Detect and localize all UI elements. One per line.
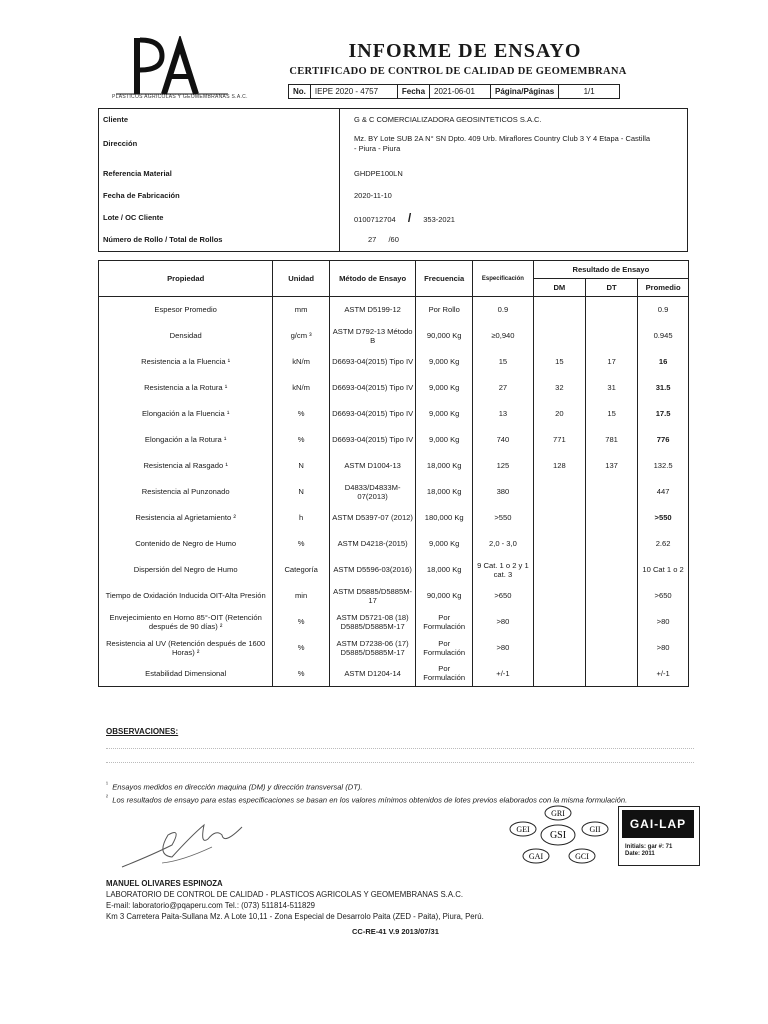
cell-unidad: kN/m: [273, 375, 330, 401]
col-especificacion: Especificación: [473, 261, 534, 297]
cell-propiedad: Resistencia al Punzonado: [99, 479, 273, 505]
signer-name: MANUEL OLIVARES ESPINOZA: [106, 879, 223, 888]
cell-dm: [533, 505, 585, 531]
report-header-table: [288, 84, 620, 99]
table-row: [99, 453, 689, 479]
footer: [106, 878, 484, 922]
cell-propiedad: Resistencia al Agrietamiento ²: [99, 505, 273, 531]
footnote-2-mark: ²: [106, 794, 108, 801]
lab-name: LABORATORIO DE CONTROL DE CALIDAD - PLASTICOS AGRICOLAS Y GEOMEMBRANAS S.A.C.: [106, 890, 464, 899]
cell-metodo: ASTM D792-13 Método B: [329, 323, 415, 349]
footnote-2-text: Los resultados de ensayo para estas especificaciones se basan en los valores mínimos obtenidos de lotes previos elaborados con la misma formulación.: [112, 795, 628, 805]
gsi-top-text: GRI: [551, 809, 565, 818]
cell-propiedad: Resistencia a la Fluencia ¹: [99, 349, 273, 375]
cell-frecuencia: Por Formulación: [416, 635, 473, 661]
cell-frecuencia: 18,000 Kg: [416, 557, 473, 583]
cell-metodo: ASTM D5885/D5885M-17: [329, 583, 415, 609]
col-dt: DT: [585, 279, 637, 297]
cell-propiedad: Densidad: [99, 323, 273, 349]
cell-promedio: 2.62: [638, 531, 689, 557]
cell-propiedad: Resistencia al UV (Retención después de 1600 Horas) ²: [99, 635, 273, 661]
cell-especificacion: 380: [473, 479, 534, 505]
cell-unidad: %: [273, 661, 330, 687]
signature: [112, 815, 252, 875]
cell-dm: [533, 635, 585, 661]
cell-promedio: 16: [638, 349, 689, 375]
cell-frecuencia: 9,000 Kg: [416, 427, 473, 453]
gsi-left-text: GEI: [516, 825, 530, 834]
cell-dm: 20: [533, 401, 585, 427]
table-row: [99, 323, 689, 349]
cell-dt: [585, 505, 637, 531]
cell-dt: [585, 609, 637, 635]
cell-promedio: 0.945: [638, 323, 689, 349]
cell-dm: [533, 583, 585, 609]
cell-especificacion: >80: [473, 609, 534, 635]
cell-dm: [533, 323, 585, 349]
cell-dm: [533, 557, 585, 583]
cell-metodo: ASTM D7238-06 (17) D5885/D5885M-17: [329, 635, 415, 661]
cell-promedio: >650: [638, 583, 689, 609]
cell-especificacion: ≥0,940: [473, 323, 534, 349]
no-label: No.: [289, 85, 311, 99]
cell-unidad: %: [273, 635, 330, 661]
cell-especificacion: 9 Cat. 1 o 2 y 1 cat. 3: [473, 557, 534, 583]
cell-especificacion: 125: [473, 453, 534, 479]
cell-promedio: >550: [638, 505, 689, 531]
cell-unidad: %: [273, 401, 330, 427]
cell-frecuencia: 18,000 Kg: [416, 453, 473, 479]
cell-dm: [533, 609, 585, 635]
table-row: [99, 349, 689, 375]
logo-caption: PLASTICOS AGRICOLAS Y GEOMEMBRANAS S.A.C.: [112, 94, 248, 100]
gai-lap-mark: GAI-LAP: [622, 810, 694, 838]
fabricacion-value: 2020-11-10: [354, 191, 392, 200]
properties-table: [98, 260, 689, 687]
cell-frecuencia: Por Rollo: [416, 297, 473, 323]
cell-dm: [533, 479, 585, 505]
cell-metodo: ASTM D1204-14: [329, 661, 415, 687]
cell-metodo: D4833/D4833M-07(2013): [329, 479, 415, 505]
table-row: [99, 375, 689, 401]
cell-dt: 17: [585, 349, 637, 375]
col-promedio: Promedio: [638, 279, 689, 297]
col-metodo: Método de Ensayo: [329, 261, 415, 297]
cell-dt: [585, 557, 637, 583]
cell-metodo: D6693-04(2015) Tipo IV: [329, 349, 415, 375]
table-row: [99, 661, 689, 687]
cell-unidad: kN/m: [273, 349, 330, 375]
cell-especificacion: >550: [473, 505, 534, 531]
cell-propiedad: Estabilidad Dimensional: [99, 661, 273, 687]
report-number: IEPE 2020 - 4757: [310, 85, 397, 99]
cell-dt: [585, 323, 637, 349]
cell-frecuencia: 9,000 Kg: [416, 349, 473, 375]
page-subtitle: CERTIFICADO DE CONTROL DE CALIDAD DE GEOMEMBRANA: [289, 66, 627, 77]
cell-unidad: N: [273, 479, 330, 505]
col-dm: DM: [533, 279, 585, 297]
gsi-br-text: GCI: [575, 852, 589, 861]
cell-unidad: N: [273, 453, 330, 479]
cell-metodo: D6693-04(2015) Tipo IV: [329, 375, 415, 401]
cell-propiedad: Contenido de Negro de Humo: [99, 531, 273, 557]
page-count: 1/1: [559, 85, 620, 99]
cell-metodo: D6693-04(2015) Tipo IV: [329, 401, 415, 427]
cell-frecuencia: 18,000 Kg: [416, 479, 473, 505]
cell-frecuencia: 90,000 Kg: [416, 583, 473, 609]
cell-dm: 771: [533, 427, 585, 453]
cell-unidad: min: [273, 583, 330, 609]
table-row: [99, 531, 689, 557]
cliente-value: G & C COMERCIALIZADORA GEOSINTETICOS S.A.C.: [354, 115, 542, 124]
cell-promedio: 776: [638, 427, 689, 453]
gai-lap-line2: Date: 2011: [625, 851, 655, 857]
cell-metodo: ASTM D4218-(2015): [329, 531, 415, 557]
address: Km 3 Carretera Paita-Sullana Mz. A Lote 10,11 - Zona Especial de Desarrolo Paita (ZED - Paita), Piura, Perú.: [106, 912, 484, 921]
cell-promedio: 31.5: [638, 375, 689, 401]
rollo-value: 27: [368, 235, 377, 244]
pagina-label: Página/Páginas: [491, 85, 559, 99]
cell-frecuencia: Por Formulación: [416, 609, 473, 635]
gsi-bl-text: GAI: [528, 852, 544, 861]
gai-lap-accreditation-logo: [618, 806, 700, 866]
cell-propiedad: Resistencia a la Rotura ¹: [99, 375, 273, 401]
footnote-1-text: Ensayos medidos en dirección maquina (DM) y dirección transversal (DT).: [112, 782, 363, 792]
cell-promedio: 132.5: [638, 453, 689, 479]
cell-unidad: %: [273, 531, 330, 557]
gsi-certification-logo: [508, 804, 610, 866]
cell-propiedad: Envejecimiento en Horno 85°-OIT (Retención después de 90 días) ²: [99, 609, 273, 635]
document-code: CC-RE-41 V.9 2013/07/31: [352, 927, 439, 936]
table-row: [99, 505, 689, 531]
cell-dm: [533, 531, 585, 557]
observaciones-line: [106, 762, 694, 763]
cell-promedio: 0.9: [638, 297, 689, 323]
rollo-label: Número de Rollo / Total de Rollos: [103, 235, 223, 244]
cell-metodo: ASTM D5397-07 (2012): [329, 505, 415, 531]
cell-frecuencia: 9,000 Kg: [416, 531, 473, 557]
cell-especificacion: 740: [473, 427, 534, 453]
cell-dt: [585, 661, 637, 687]
rollo-values: [354, 229, 687, 251]
cell-metodo: D6693-04(2015) Tipo IV: [329, 427, 415, 453]
cell-dt: [585, 635, 637, 661]
cell-frecuencia: 90,000 Kg: [416, 323, 473, 349]
total-rollos: /60: [388, 235, 399, 244]
cell-dt: 781: [585, 427, 637, 453]
table-row: [99, 583, 689, 609]
cell-propiedad: Elongación a la Rotura ¹: [99, 427, 273, 453]
cell-propiedad: Tiempo de Oxidación Inducida OIT-Alta Presión: [99, 583, 273, 609]
cell-unidad: mm: [273, 297, 330, 323]
cell-dm: [533, 661, 585, 687]
table-row: [99, 427, 689, 453]
cell-unidad: Categoría: [273, 557, 330, 583]
cell-unidad: g/cm ³: [273, 323, 330, 349]
cell-dt: 31: [585, 375, 637, 401]
cell-propiedad: Espesor Promedio: [99, 297, 273, 323]
cell-frecuencia: 9,000 Kg: [416, 375, 473, 401]
direccion-value: Mz. BY Lote SUB 2A N° SN Dpto. 409 Urb. Miraflores Country Club 3 Y 4 Etapa - Castilla - Piura - Piura: [354, 134, 651, 153]
cell-dt: [585, 297, 637, 323]
cell-especificacion: 2,0 - 3,0: [473, 531, 534, 557]
cell-dm: 32: [533, 375, 585, 401]
fabricacion-label: Fecha de Fabricación: [103, 191, 180, 200]
cell-unidad: h: [273, 505, 330, 531]
cell-promedio: 17.5: [638, 401, 689, 427]
observaciones-label: OBSERVACIONES:: [106, 727, 179, 736]
table-row: [99, 401, 689, 427]
cell-propiedad: Dispersión del Negro de Humo: [99, 557, 273, 583]
observaciones-line: [106, 748, 694, 749]
cell-dm: 15: [533, 349, 585, 375]
col-resultado: Resultado de Ensayo: [533, 261, 688, 279]
cell-metodo: ASTM D1004-13: [329, 453, 415, 479]
cell-dm: [533, 297, 585, 323]
table-row: [99, 635, 689, 661]
cell-promedio: +/-1: [638, 661, 689, 687]
cell-dt: 137: [585, 453, 637, 479]
footnotes: [106, 780, 696, 805]
referencia-label: Referencia Material: [103, 169, 172, 178]
cell-promedio: 10 Cat 1 o 2: [638, 557, 689, 583]
cell-especificacion: 13: [473, 401, 534, 427]
report-date: 2021-06-01: [430, 85, 491, 99]
cell-especificacion: +/-1: [473, 661, 534, 687]
client-info-table: [98, 108, 688, 252]
table-row: [99, 479, 689, 505]
table-row: [99, 557, 689, 583]
oc-value: 353-2021: [423, 215, 455, 224]
referencia-value: GHDPE100LN: [354, 169, 403, 178]
cell-dt: [585, 531, 637, 557]
lote-separator: /: [407, 211, 412, 225]
gsi-right-text: GII: [589, 825, 601, 834]
cell-dt: 15: [585, 401, 637, 427]
col-unidad: Unidad: [273, 261, 330, 297]
cell-metodo: ASTM D5721-08 (18) D5885/D5885M-17: [329, 609, 415, 635]
cell-unidad: %: [273, 609, 330, 635]
cell-propiedad: Resistencia al Rasgado ¹: [99, 453, 273, 479]
cell-especificacion: 27: [473, 375, 534, 401]
cell-dt: [585, 583, 637, 609]
lote-label: Lote / OC Cliente: [103, 213, 164, 222]
lote-oc-value: [354, 207, 687, 229]
cell-frecuencia: Por Formulación: [416, 661, 473, 687]
cell-unidad: %: [273, 427, 330, 453]
page-title: INFORME DE ENSAYO: [348, 40, 582, 62]
cell-promedio: >80: [638, 635, 689, 661]
cell-dm: 128: [533, 453, 585, 479]
table-row: [99, 609, 689, 635]
cell-frecuencia: 9,000 Kg: [416, 401, 473, 427]
contact-info: E-mail: laboratorio@pqaperu.com Tel.: (073) 511814-511829: [106, 901, 316, 910]
cell-promedio: 447: [638, 479, 689, 505]
col-propiedad: Propiedad: [99, 261, 273, 297]
cell-promedio: >80: [638, 609, 689, 635]
cell-dt: [585, 479, 637, 505]
col-frecuencia: Frecuencia: [416, 261, 473, 297]
cliente-label: Cliente: [103, 115, 129, 124]
footnote-1: [106, 780, 696, 793]
cell-propiedad: Elongación a la Fluencia ¹: [99, 401, 273, 427]
cell-metodo: ASTM D5199-12: [329, 297, 415, 323]
cell-especificacion: >80: [473, 635, 534, 661]
gai-lap-line1: Initials: gar #: 71: [625, 844, 673, 850]
footnote-1-mark: ¹: [106, 782, 108, 788]
cell-especificacion: 0.9: [473, 297, 534, 323]
gai-lap-details: [625, 844, 672, 858]
table-row: [99, 297, 689, 323]
lote-value: 0100712704: [354, 215, 396, 224]
direccion-label: Dirección: [103, 139, 138, 148]
cell-frecuencia: 180,000 Kg: [416, 505, 473, 531]
fecha-label: Fecha: [397, 85, 429, 99]
cell-especificacion: 15: [473, 349, 534, 375]
gsi-center-text: GSI: [549, 830, 567, 841]
cell-metodo: ASTM D5596-03(2016): [329, 557, 415, 583]
cell-especificacion: >650: [473, 583, 534, 609]
